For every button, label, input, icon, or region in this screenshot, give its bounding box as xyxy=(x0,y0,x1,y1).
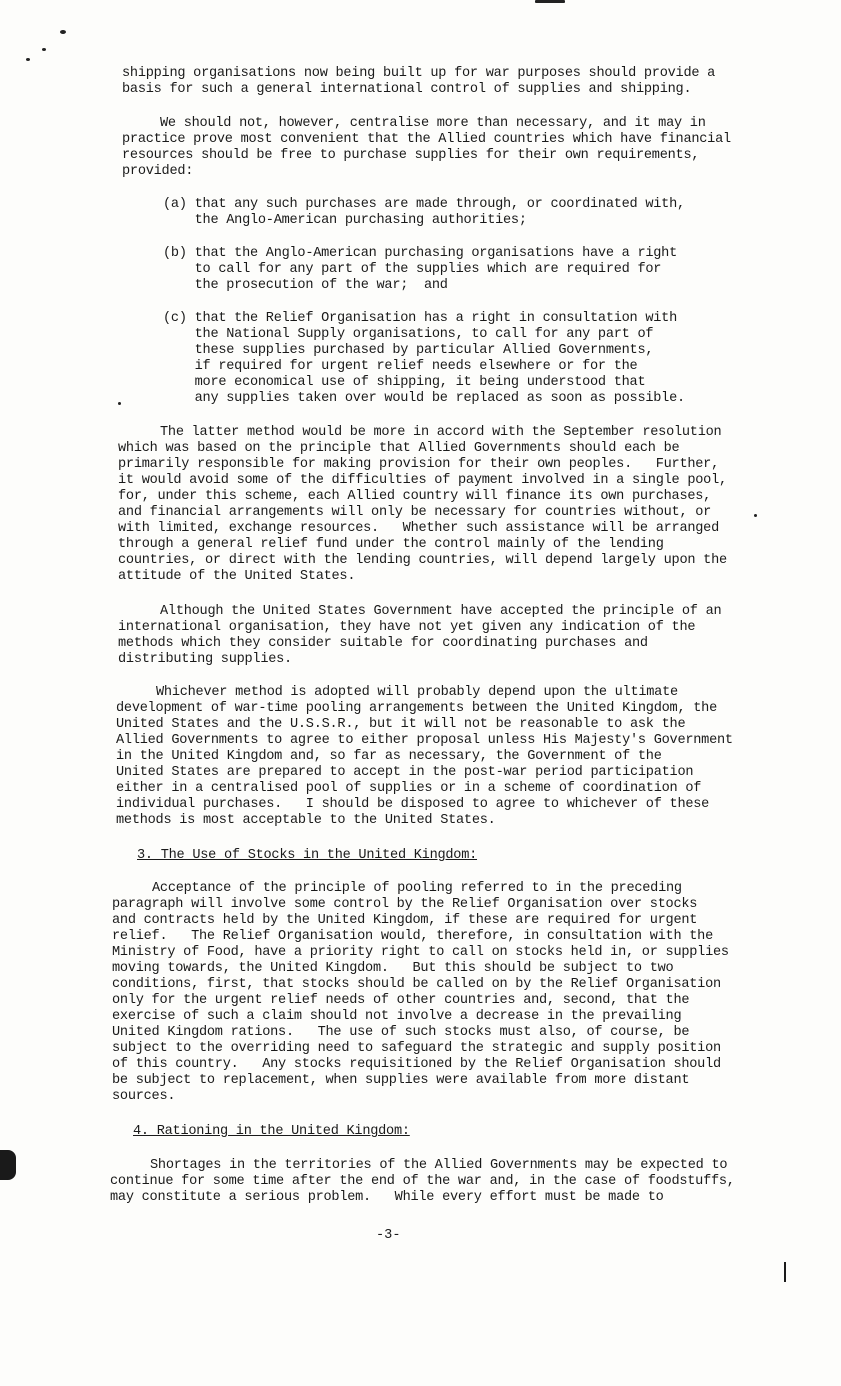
text-line: Acceptance of the principle of pooling referred to in the preceding xyxy=(152,881,682,896)
text-line: in the United Kingdom and, so far as necessary, the Government of the xyxy=(116,749,662,764)
text-line: for, under this scheme, each Allied country will finance its own purchases, xyxy=(118,489,712,504)
text-line: conditions, first, that stocks should be called on by the Relief Organisation xyxy=(112,977,721,992)
text-line: moving towards, the United Kingdom. But this should be subject to two xyxy=(112,961,674,976)
text-line: only for the urgent relief needs of other countries and, second, that the xyxy=(112,993,690,1008)
text-line: United States are prepared to accept in the post-war period participation xyxy=(116,765,694,780)
text-line: methods is most acceptable to the United States. xyxy=(116,813,496,828)
text-line: Ministry of Food, have a priority right to call on stocks held in, or supplies xyxy=(112,945,729,960)
scan-speck xyxy=(118,402,121,405)
text-line: either in a centralised pool of supplies or in a scheme of coordination of xyxy=(116,781,702,796)
text-line: paragraph will involve some control by the Relief Organisation over stocks xyxy=(112,897,698,912)
text-line: may constitute a serious problem. While every effort must be made to xyxy=(110,1190,664,1205)
text-line: if required for urgent relief needs elsewhere or for the xyxy=(163,359,638,374)
section-heading: 3. The Use of Stocks in the United Kingdom: xyxy=(137,848,478,863)
text-line: international organisation, they have not yet given any indication of the xyxy=(118,620,696,635)
text-line: subject to the overriding need to safeguard the strategic and supply position xyxy=(112,1041,721,1056)
text-line: Allied Governments to agree to either proposal unless His Majesty's Government xyxy=(116,733,733,748)
text-line: the prosecution of the war; and xyxy=(163,278,448,293)
scan-speck xyxy=(42,48,46,51)
text-line: any supplies taken over would be replaced as soon as possible. xyxy=(163,391,685,406)
text-line: and contracts held by the United Kingdom, if these are required for urgent xyxy=(112,913,698,928)
text-line: Although the United States Government have accepted the principle of an xyxy=(160,604,722,619)
text-line: resources should be free to purchase supplies for their own requirements, xyxy=(122,148,700,163)
text-line: distributing supplies. xyxy=(118,652,292,667)
text-line: it would avoid some of the difficulties of payment involved in a single pool, xyxy=(118,473,727,488)
text-line: (c) that the Relief Organisation has a right in consultation with xyxy=(163,311,677,326)
text-line: attitude of the United States. xyxy=(118,569,356,584)
text-line: The latter method would be more in accord with the September resolution xyxy=(160,425,722,440)
text-line: which was based on the principle that Allied Governments should each be xyxy=(118,441,680,456)
text-line: Whichever method is adopted will probably depend upon the ultimate xyxy=(156,685,678,700)
text-line: exercise of such a claim should not involve a decrease in the prevailing xyxy=(112,1009,682,1024)
text-line: (a) that any such purchases are made through, or coordinated with, xyxy=(163,197,685,212)
section-heading: 4. Rationing in the United Kingdom: xyxy=(133,1124,410,1139)
text-line: methods which they consider suitable for coordinating purchases and xyxy=(118,636,648,651)
text-line: development of war-time pooling arrangements between the United Kingdom, the xyxy=(116,701,717,716)
text-line: practice prove most convenient that the Allied countries which have financial xyxy=(122,132,731,147)
text-line: continue for some time after the end of the war and, in the case of foodstuffs, xyxy=(110,1174,735,1189)
text-line: primarily responsible for making provision for their own peoples. Further, xyxy=(118,457,719,472)
text-line: (b) that the Anglo-American purchasing organisations have a right xyxy=(163,246,677,261)
text-line: these supplies purchased by particular Allied Governments, xyxy=(163,343,654,358)
text-line: shipping organisations now being built up for war purposes should provide a xyxy=(122,66,716,81)
text-line: the Anglo-American purchasing authorities; xyxy=(163,213,527,228)
scan-speck xyxy=(535,0,565,3)
text-line: countries, or direct with the lending countries, will depend largely upon the xyxy=(118,553,727,568)
text-line: United Kingdom rations. The use of such stocks must also, of course, be xyxy=(112,1025,690,1040)
text-line: and financial arrangements will only be necessary for countries without, or xyxy=(118,505,712,520)
page-number: -3- xyxy=(376,1228,401,1243)
text-line: individual purchases. I should be disposed to agree to whichever of these xyxy=(116,797,710,812)
text-line: basis for such a general international control of supplies and shipping. xyxy=(122,82,692,97)
text-line: Shortages in the territories of the Allied Governments may be expected to xyxy=(150,1158,728,1173)
text-line: with limited, exchange resources. Whether such assistance will be arranged xyxy=(118,521,719,536)
punch-hole-mark xyxy=(0,1150,16,1180)
text-line: the National Supply organisations, to call for any part of xyxy=(163,327,654,342)
text-line: more economical use of shipping, it being understood that xyxy=(163,375,646,390)
text-line: relief. The Relief Organisation would, therefore, in consultation with the xyxy=(112,929,713,944)
text-line: to call for any part of the supplies which are required for xyxy=(163,262,662,277)
text-line: through a general relief fund under the control mainly of the lending xyxy=(118,537,664,552)
scan-speck xyxy=(26,58,30,61)
scan-speck xyxy=(754,514,757,517)
text-line: United States and the U.S.S.R., but it will not be reasonable to ask the xyxy=(116,717,686,732)
scan-edge-mark xyxy=(784,1262,786,1282)
text-line: provided: xyxy=(122,164,194,179)
text-line: of this country. Any stocks requisitioned by the Relief Organisation should xyxy=(112,1057,721,1072)
scan-speck xyxy=(60,30,66,34)
text-line: We should not, however, centralise more than necessary, and it may in xyxy=(160,116,706,131)
text-line: be subject to replacement, when supplies were available from more distant xyxy=(112,1073,690,1088)
text-line: sources. xyxy=(112,1089,176,1104)
